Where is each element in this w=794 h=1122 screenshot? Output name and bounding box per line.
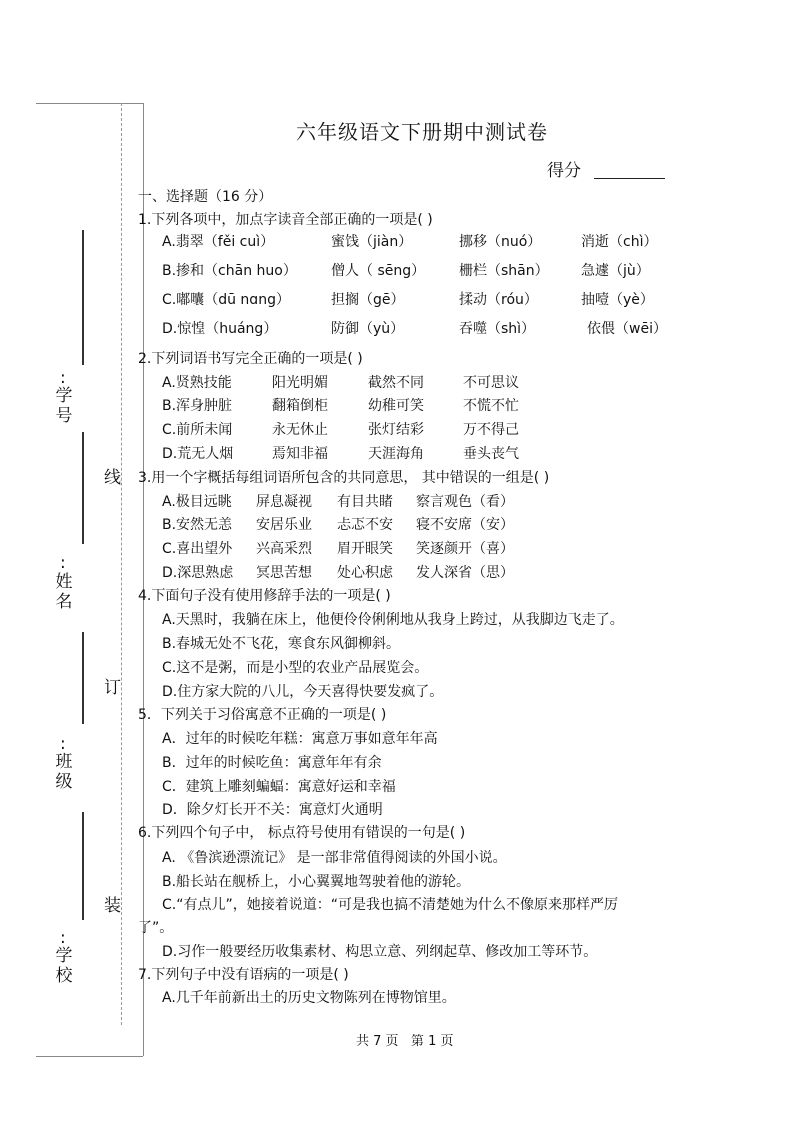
binding-colon-4: : <box>60 928 66 948</box>
q2-c-3: 张灯结彩 <box>368 422 424 438</box>
binding-bottom-line <box>36 1056 143 1057</box>
q1-a-4: 消逝（chì） <box>581 234 658 250</box>
q3-c-2: 兴高采烈 <box>256 541 312 557</box>
q2-d-1: D.荒无人烟 <box>162 446 234 462</box>
question-6-stem: 6.下列四个句子中， 标点符号使用有错误的一句是( ) <box>138 825 466 841</box>
q5-option-d: D．除夕灯长开不关：寓意灯火通明 <box>162 802 383 818</box>
binding-mark-zhuang: 装 <box>104 896 121 916</box>
question-1-stem: 1.下列各项中，加点字读音全部正确的一项是( ) <box>138 212 433 228</box>
binding-dashed-line <box>121 103 122 1025</box>
q5-option-c: C．建筑上雕刻蝙蝠：寓意好运和幸福 <box>162 779 396 795</box>
q5-option-b: B．过年的时候吃鱼：寓意年年有余 <box>162 755 382 771</box>
q3-a-3: 有目共睹 <box>337 494 393 510</box>
field-line-1 <box>82 230 84 365</box>
q1-b-1: B.掺和（chān huo） <box>162 263 297 279</box>
q1-c-4: 抽噎（yè） <box>581 292 654 308</box>
q6-option-a: A. 《鲁滨逊漂流记》 是一部非常值得阅读的外国小说。 <box>162 850 507 866</box>
q1-b-4: 急遽（jù） <box>581 263 650 279</box>
q2-b-2: 翻箱倒柜 <box>272 398 328 414</box>
q3-b-2: 安居乐业 <box>256 517 312 533</box>
q1-c-1: C.嘟囔（dū nɑng） <box>162 292 290 308</box>
q4-option-a: A.天黑时，我躺在床上，他便伶伶俐俐地从我身上跨过，从我脚边飞走了。 <box>162 612 624 628</box>
q6-option-b: B.船长站在舰桥上，小心翼翼地驾驶着他的游轮。 <box>162 874 471 890</box>
page-title: 六年级语文下册期中测试卷 <box>296 120 548 144</box>
binding-colon-1: : <box>60 368 66 388</box>
q2-c-2: 永无休止 <box>272 422 328 438</box>
q3-b-3: 忐忑不安 <box>337 517 393 533</box>
q2-a-4: 不可思议 <box>463 375 519 391</box>
field-student-id: 学号 <box>55 386 73 426</box>
question-2-stem: 2.下列词语书写完全正确的一项是( ) <box>138 351 363 367</box>
q1-c-3: 揉动（róu） <box>459 292 538 308</box>
q1-a-3: 挪移（nuó） <box>459 234 542 250</box>
binding-colon-2: : <box>60 553 66 573</box>
q2-d-3: 天涯海角 <box>368 446 424 462</box>
q2-c-4: 万不得己 <box>463 422 519 438</box>
binding-mark-xian: 线 <box>104 468 121 488</box>
q1-b-3: 栅栏（shān） <box>459 263 549 279</box>
q3-b-4: 寝不安席（安） <box>416 517 514 533</box>
q1-d-1: D.惊惶（huáng） <box>162 321 278 337</box>
q3-c-3: 眉开眼笑 <box>337 541 393 557</box>
q6-option-d: D.习作一般要经历收集素材、构思立意、列纲起草、修改加工等环节。 <box>162 944 598 960</box>
q3-a-4: 察言观色（看） <box>416 494 514 510</box>
q2-b-1: B.浑身肿脏 <box>162 398 233 414</box>
q6-option-c-cont: 了”。 <box>138 920 174 936</box>
q1-b-2: 僧人（ sēng） <box>331 263 426 279</box>
q4-option-b: B.春城无处不飞花，寒食东风御柳斜。 <box>162 636 401 652</box>
q4-option-d: D.住方家大院的八儿，今天喜得快要发疯了。 <box>162 684 444 700</box>
q2-d-4: 垂头丧气 <box>463 446 519 462</box>
field-name: 姓名 <box>55 572 73 612</box>
field-class: 班级 <box>55 752 73 792</box>
q1-c-2: 担搁（gē） <box>331 292 405 308</box>
q2-a-2: 阳光明媚 <box>272 375 328 391</box>
q2-b-3: 幼稚可笑 <box>368 398 424 414</box>
score-label: 得分 <box>547 161 581 181</box>
q3-a-2: 屏息凝视 <box>256 494 312 510</box>
question-4-stem: 4.下面句子没有使用修辞手法的一项是( ) <box>138 588 391 604</box>
q7-option-a: A.几千年前新出土的历史文物陈列在博物馆里。 <box>162 990 456 1006</box>
field-school: 学校 <box>55 946 73 986</box>
q1-d-2: 防御（yù） <box>331 321 405 337</box>
q6-option-c: C.“有点儿”，她接着说道：“可是我也搞不清楚她为什么不像原来那样严厉 <box>162 897 618 913</box>
page-footer: 共 7 页 第 1 页 <box>356 1034 454 1049</box>
q3-c-4: 笑逐颜开（喜） <box>416 541 514 557</box>
section-heading: 一、选择题（16 分） <box>138 189 273 205</box>
q1-d-4: 依偎（wēi） <box>587 321 667 337</box>
q3-d-3: 处心积虑 <box>337 565 393 581</box>
q5-option-a: A．过年的时候吃年糕：寓意万事如意年年高 <box>162 731 438 747</box>
question-7-stem: 7.下列句子中没有语病的一项是( ) <box>138 967 349 983</box>
binding-colon-3: : <box>60 734 66 754</box>
q1-d-3: 吞噬（shì） <box>459 321 536 337</box>
field-line-4 <box>82 812 84 920</box>
binding-mark-ding: 订 <box>104 678 121 698</box>
score-blank[interactable] <box>594 178 665 179</box>
binding-top-line <box>36 103 143 104</box>
q3-d-4: 发人深省（思） <box>416 565 514 581</box>
q1-a-1: A.翡翠（fěi cuì） <box>162 234 275 250</box>
q2-d-2: 焉知非福 <box>272 446 328 462</box>
q2-c-1: C.前所未闻 <box>162 422 233 438</box>
question-3-stem: 3.用一个字概括每组词语所包含的共同意思， 其中错误的一组是( ) <box>138 470 550 486</box>
q3-b-1: B.安然无恙 <box>162 517 233 533</box>
q3-d-1: D.深思熟虑 <box>162 565 234 581</box>
question-5-stem: 5．下列关于习俗寓意不正确的一项是( ) <box>138 707 387 723</box>
q3-d-2: 冥思苦想 <box>256 565 312 581</box>
q3-a-1: A.极目远眺 <box>162 494 232 510</box>
q2-a-3: 截然不同 <box>368 375 424 391</box>
binding-right-border <box>143 103 144 1056</box>
field-line-2 <box>82 432 84 544</box>
field-line-3 <box>82 632 84 724</box>
q3-c-1: C.喜出望外 <box>162 541 233 557</box>
q2-b-4: 不慌不忙 <box>463 398 519 414</box>
q4-option-c: C.这不是粥，而是小型的农业产品展览会。 <box>162 660 429 676</box>
q1-a-2: 蜜饯（jiàn） <box>331 234 413 250</box>
q2-a-1: A.贤熟技能 <box>162 375 232 391</box>
